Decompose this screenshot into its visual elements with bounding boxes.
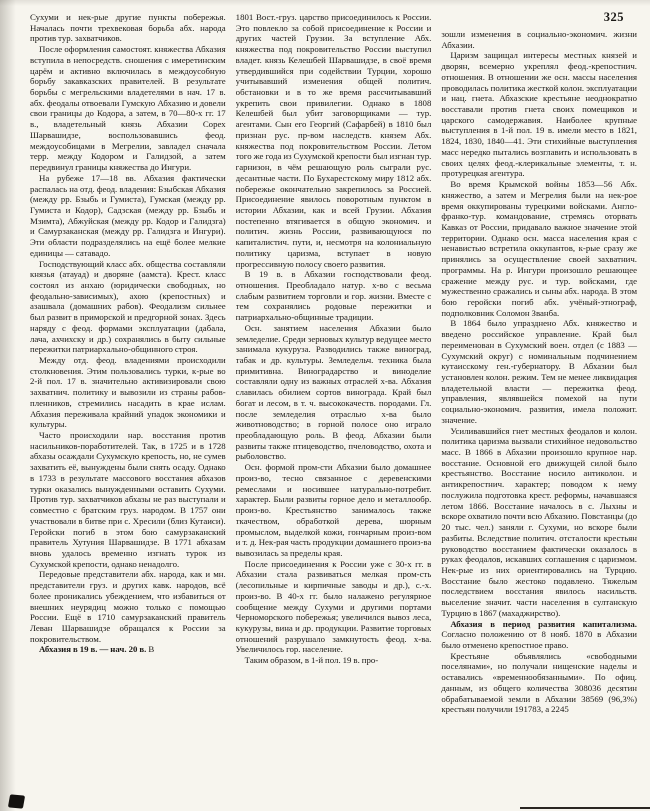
paragraph: Таким образом, в 1-й пол. 19 в. про-	[244, 655, 379, 666]
paragraph: На рубеже 17—18 вв. Абхазия фактически распалась на отд. феод. владения: Бзыбская Абхазия (между рр. Бзыбь и Гумиста), Гумская (между рр. Гумиста и Кодор), Садзская (между рр. Бзыбь и Мзимта), Абжуйская (между рр. Кодор и Галидзга) и Самурзаканская (между рр. Галидзга и Ингури). Эти области подразделялись на ещё более мелкие единицы — сатавадо.	[30, 172, 226, 258]
paragraph: 1801 Вост.-груз. царство присоединилось к России. Это повлекло за собой присоединение к России и других частей Грузии. За вступление Абх. княжества под покровительство России выступил владет. князь Келешбей Шарвашидзе, в своё время утвердившийся при содействии Турции, хорошо учитывавший изменения общей политич. обстановки и в то же время рассчитывавший укрепить свои привилегии. Однако в 1808 Келешбей был убит заговорщиками — тур. агентами. Сын его Георгий (Сафарбей) в 1810 был признан рус. пр-вом наследств. князем Абх. княжества под покровительством России. Летом того же года из Сухумской крепости был изгнан тур. гарнизон, в чём решающую роль сыграли рус. десантные части. По Бухарестскому миру 1812 абх. побережье окончательно закрепилось за Россией. Присоединение явилось поворотным пунктом в истории Абхазии, как и всей Грузии. Абхазия постепенно втягивается в общую экономич. и политич. жизнь России, развивающуюся по капиталистич. пути, и, несмотря на колониальную политику царизма, вступает в новую прогрессивную полосу своего развития.	[235, 12, 432, 269]
paragraph: Сухуми и нек-рые другие пункты побережья. Началась почти трехвековая борьба абх. народа против тур. захватчиков.	[30, 12, 226, 44]
run-in-heading: Абхазия в период развития капитализма.	[450, 618, 638, 629]
paragraph: Царизм защищал интересы местных князей и дворян, всемерно укреплял феод.-крепостнич. отношения. В отношении же осн. массы населения проводилась политика жесткой колон. эксплуатации и нац. гнета. Абхазские крестьяне неоднократно восставали против гнета своих помещиков и царского самодержавия. Наиболее крупные выступления в 1-й пол. 19 в. имели место в 1821, 1824, 1830, 1840—41. Эти стихийные выступления масс нередко пытались возглавить и использовать в своих целях феод.-клерикальные элементы, т. н. протурецкая агентура.	[441, 50, 638, 179]
paragraph: Часто происходили нар. восстания против насильников-поработителей. Так, в 1725 и в 1728 абхазы осаждали Сухумскую крепость, но, не сумев захватить её, вынуждены были снять осаду. Однако в 1733 в результате массового восстания абхазов турки оказались вынужденными оставить Сухуми. Против тур. захватчиков абхазы не раз выступали и совместно с братским груз. народом. В 1757 они участвовали в битве при с. Хресили (близ Кутаиси). Геройски погиб в этом бою самурзаканский правитель Хутуния Шарвашидзе. В 1771 абхазам вновь удалось временно изгнать турок из Сухумской крепости, однако ненадолго.	[30, 430, 226, 569]
scan-edge-artifact	[520, 807, 650, 809]
paragraph: Передовые представители абх. народа, как и мн. представители груз. и других кавк. народов, всё более проникались убеждением, что избавиться от внешних неурядиц можно только с помощью России. Ещё в 1710 самурзаканский правитель Леван Шарвашидзе обращался к России за покровительством.	[30, 569, 226, 644]
paragraph: Между отд. феод. владениями происходили столкновения. Этим пользовались турки, к-рые во 2-й пол. 17 в. значительно активизировали свою захватнич. политику и вывозили из страны рабов-пленников, стремились насадить в крае ислам. Абхазия переживала крайний упадок экономики и культуры.	[30, 355, 226, 430]
text-column	[30, 12, 226, 803]
paragraph: Осн. занятием населения Абхазии было земледелие. Среди зерновых культур ведущее место занимала кукуруза. Разводились также виноград, табак и др. культуры. Земледельч. техника была примитивна. Виноградарство и виноделие составляли одну из важных отраслей х-ва. Абхазия славилась обилием сортов винограда. Край был богат и лесом, в т. ч. высококачеств. породами. Гл. после земледелия отраслью х-ва было животноводство; в горной полосе оно играло преобладающую роль. В феод. Абхазии были развиты также птицеводство, пчеловодство, охота и рыболовство.	[235, 322, 432, 462]
run-in-heading: Абхазия в 19 в. — нач. 20 в.	[39, 644, 149, 655]
paragraph: Осн. формой пром-сти Абхазии было домашнее произ-во, тесно связанное с деревенскими ремеслами и носившее натурально-потребит. характер. Были развиты горное дело и металлообр. произ-во. Крестьянство занималось также ткачеством, обработкой дерева, шорным промыслом, выделкой кожи, гончарным произ-вом и т. д. Нек-рая часть продукции домашнего произ-ва вывозилась за пределы края.	[235, 462, 432, 558]
text-column	[441, 12, 637, 803]
paragraph: После присоединения к России уже с 30-х гг. в Абхазии стала развиваться мелкая пром-сть (лесопильные и кирпичные заводы и др.), с.-х. произ-во. В 40-х гг. было налажено регулярное сообщение между Сухуми и другими портами Черноморского побережья; увеличился вывоз леса, кукурузы, вина и др. продукции. Развитие торговых отношений разрушало замкнутость феод. х-ва. Увеличилось гор. население.	[235, 558, 432, 655]
scan-corner-artifact	[8, 794, 25, 808]
page-number: 325	[603, 10, 624, 24]
paragraph: Крестьяне объявлялись «свободными поселянами», но получали нищенские наделы и оставались «временнообязанными». По офиц. данным, из общего количества 308036 десятин обрабатываемой земли в Абхазии 38569 (96,3%) крестьян получили 191783, а 2245	[441, 650, 638, 715]
paragraph: зошли изменения в социально-экономич. жизни Абхазии.	[441, 29, 638, 50]
paragraph: Господствующий класс абх. общества составляли князья (атауад) и дворяне (аамста). Крест. класс состоял из анхаю (юридически свободных, но феодально-зависимых), ахою (крепостных) и азашвала (домашних рабов). Феодализм сильнее был развит в приморской и предгорной зонах. Здесь наряду с феод. формами эксплуатации (дабала, лача, ахчихску и др.) сохранялись в быту сильные пережитки патриархально-общинного строя.	[30, 258, 226, 355]
paragraph: Во время Крымской войны 1853—56 Абх. княжество, а затем и Мегрелия были на нек-рое время оккупированы турецкими войсками. Англо-франко-тур. командование, стремясь оторвать Кавказ от России, придавало важное значение этой территории. Однако осн. масса населения края с ненавистью встретила оккупантов, к-рые сразу же принялись за осуществление своей захватнич. программы. На р. Ингури произошло решающее сражение между рус. и тур. войсками, где мужественно сражались и сыны абх. народа. В этом бою геройски погиб абх. учёный-этнограф, подполковник Соломон Званба.	[441, 179, 638, 318]
text-columns-container	[30, 12, 637, 803]
paragraph: В 19 в. в Абхазии господствовали феод. отношения. Преобладало натур. х-во с весьма слабым развитием торговли и гор. жизни. Вместе с тем сохранялись родовые пережитки и патриархально-общинные традиции.	[235, 269, 432, 323]
paragraph: Усиливавшийся гнет местных феодалов и колон. политика царизма вызвали стихийное недовольство масс. В 1866 в Абхазии произошло крупное нар. восстание. Основной его движущей силой было крестьянство. Восстание носило антиколон. и антикрепостнич. характер; поводом к нему послужила подготовка крест. реформы, начавшаяся летом 1866. Восстание началось в с. Лыхны и вскоре охватило почти всю Абхазию. Повстанцы (до 20 тыс. чел.) заняли г. Сухуми, но вскоре были разбиты. Вследствие политич. отсталости крестьян руководство восстанием фактически оказалось в руках феодалов, искавших соглашения с царизмом. Нек-рые из них ориентировались на Турцию. Восстание было жестоко подавлено. Тяжелым последствием восстания явилось насильств. выселение значит. части населения в султанскую Турцию в 1867 (махаджирство).	[441, 425, 638, 618]
paragraph: В 1864 было упразднено Абх. княжество и введено российское управление. Край был переименован в Сухумский воен. отдел (с 1883 — Сухумский округ) с номинальным подчинением кутаисскому ген.-губернатору. В Абхазии был установлен колон. режим. Тем не менее ликвидация владетельной власти — пережитка феод. управления, являвшейся помехой на пути социально-экономич. развития, имела положит. значение.	[441, 318, 638, 425]
text-column	[236, 12, 432, 803]
paragraph: После оформления самостоят. княжества Абхазия вступила в непосредств. сношения с имеретинским царём и активно включилась в междоусобную борьбу закавказских правителей. В результате борьбы с мегрельскими владетелями в нач. 17 в. абх. феодалы отвоевали Гумскую Абхазию и довели свои границы до Кодора, а затем, в 70—80-х гг. 17 в., владетельный князь Абхазии Сорех Шарвашидзе, воспользовавшись феод. междоусобицами в Мегрелии, завладел сначала терр. между Кодором и Галидзой, а затем передвинул границы княжества до Ингури.	[30, 44, 226, 173]
paragraph: Абхазия в период развития капитализма. Согласно положению от 8 нояб. 1870 в Абхазии было отменено крепостное право.	[441, 618, 638, 650]
paragraph: Абхазия в 19 в. — нач. 20 в. В	[39, 644, 155, 655]
